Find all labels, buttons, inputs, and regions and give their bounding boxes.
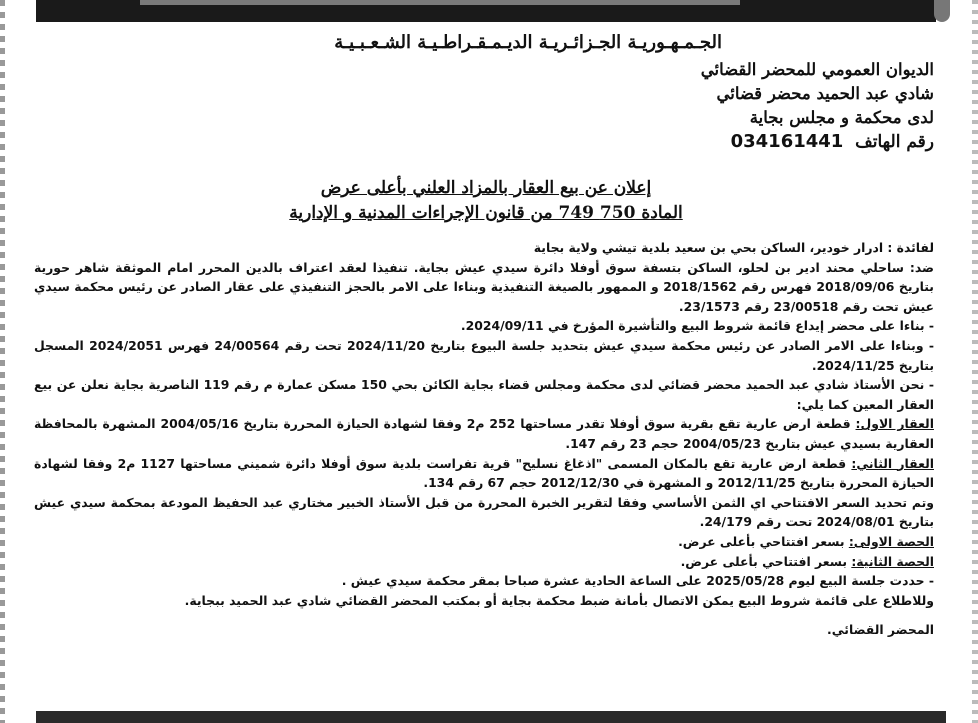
beneficiary-paragraph: لفائدة : ادرار خودير، الساكن بحي بن سعيد بلدية تيشي ولاية بجاية [533,240,934,255]
announcement-body [34,238,934,640]
session-paragraph: - حددت جلسة البيع ليوم 2025/05/28 على الساعة الحادية عشرة صباحا بمقر محكمة سيدي عيش . [341,573,934,589]
lot-2-paragraph [34,552,934,572]
property-2-paragraph [34,454,934,493]
lot-2-label: الحصة الثانية: [851,553,934,569]
title-line-2: المادة 750 749 من قانون الإجراءات المدنية و الإدارية [289,203,683,223]
scan-bottom-border [36,711,946,723]
court-name: لدى محكمة و مجلس بجاية [749,108,934,127]
contact-paragraph: وللاطلاع على قائمة شروط البيع يمكن الاتصال بأمانة ضبط محكمة بجاية أو بمكتب المحضر القضائي شادي عبد الحميد ببجاية. [184,592,934,608]
office-name: الديوان العمومي للمحضر القضائي [700,60,934,79]
phone-line [701,130,934,154]
property-2-text: قطعة ارض عارية تقع بالمكان المسمى "اذغاغ نسليح" قرية تفراست بلدية سوق أوفلا دائرة شميني مساحتها 1127 م2 وفقا لشهادة الحيازة المحررة بتاريخ 2012/11/25 و المشهرة في 2012/12/30 حجم 67 رقم 134. [34,455,934,491]
announcement-title [30,176,942,226]
pricing-paragraph: وتم تحديد السعر الافتتاحي اي الثمن الأساسي وفقا لتقرير الخبرة المحررة من قبل الأستاذ الخبير مختاري عبد الحفيظ المودعة بمحكمة سيدي عيش بتاريخ 2024/08/01 تحت رقم 24/179. [34,494,934,530]
phone-label: رقم الهاتف [855,132,934,152]
scan-right-edge [972,0,978,723]
order-paragraph: - وبناءا على الامر الصادر عن رئيس محكمة سيدي عيش بتحديد جلسة البيوع بتاريخ 2024/11/20 تحت رقم 24/00564 فهرس 2024/2051 المسجل بتاريخ 2024/11/25. [34,337,934,373]
deposit-paragraph: - بناءا على محضر إيداع قائمة شروط البيع والتأشيرة المؤرخ في 2024/09/11. [460,318,934,334]
letterhead [701,58,934,154]
lot-1-text: بسعر افتتاحي بأعلى عرض. [678,533,845,549]
announce-paragraph: - نحن الأستاذ شادي عبد الحميد محضر قضائي لدى محكمة ومجلس قضاء بجاية الكائن بحي 150 مسكن عمارة م رقم 119 الناصرية بجاية نعلن عن بيع العقار المعين كما يلي: [34,377,935,412]
phone-number: 034161441 [730,131,844,152]
scan-corner-mark [934,0,950,22]
property-1-text: قطعة ارض عارية تقع بقرية سوق أوفلا تقدر مساحتها 252 م2 وفقا لشهادة الحيازة المحررة بتاريخ 2004/05/16 المشهرة بالمحافظة العقارية بسيدي عيش بتاريخ 2004/05/23 حجم 23 رقم 147. [34,416,934,451]
lot-2-text: بسعر افتتاحي بأعلى عرض. [680,553,847,569]
property-1-paragraph [34,414,934,453]
scan-top-strip [140,0,740,5]
title-line-1: إعلان عن بيع العقار بالمزاد العلني بأعلى عرض [320,178,652,198]
republic-heading: الجـمـهـوريـة الجـزائـريـة الديـمـقـراطـيـة الشـعـبـيـة [334,32,722,53]
lot-1-paragraph [34,532,934,552]
bailiff-name: شادي عبد الحميد محضر قضائي [716,84,934,103]
lot-1-label: الحصة الاولى: [848,533,934,549]
property-2-label: العقار الثاني: [851,455,934,471]
against-paragraph: ضد: ساحلي محند ادير بن لحلو، الساكن بتسفة سوق أوفلا دائرة سيدي عيش بجاية. تنفيذا لعقد اعتراف بالدين المحرر امام الموثقة شاهر حورية بتاريخ 2018/09/06 فهرس رقم 2018/1562 و الممهور بالصيغة التنفيذية وبناءا على الامر بالحجز التنفيذي على عقار الصادر عن رئيس محكمة سيدي عيش تحت رقم 23/00518 رقم 23/1573. [34,259,934,314]
property-1-label: العقار الاول: [855,416,934,432]
signature: المحضر القضائي. [827,622,934,638]
scan-left-edge [0,0,5,723]
